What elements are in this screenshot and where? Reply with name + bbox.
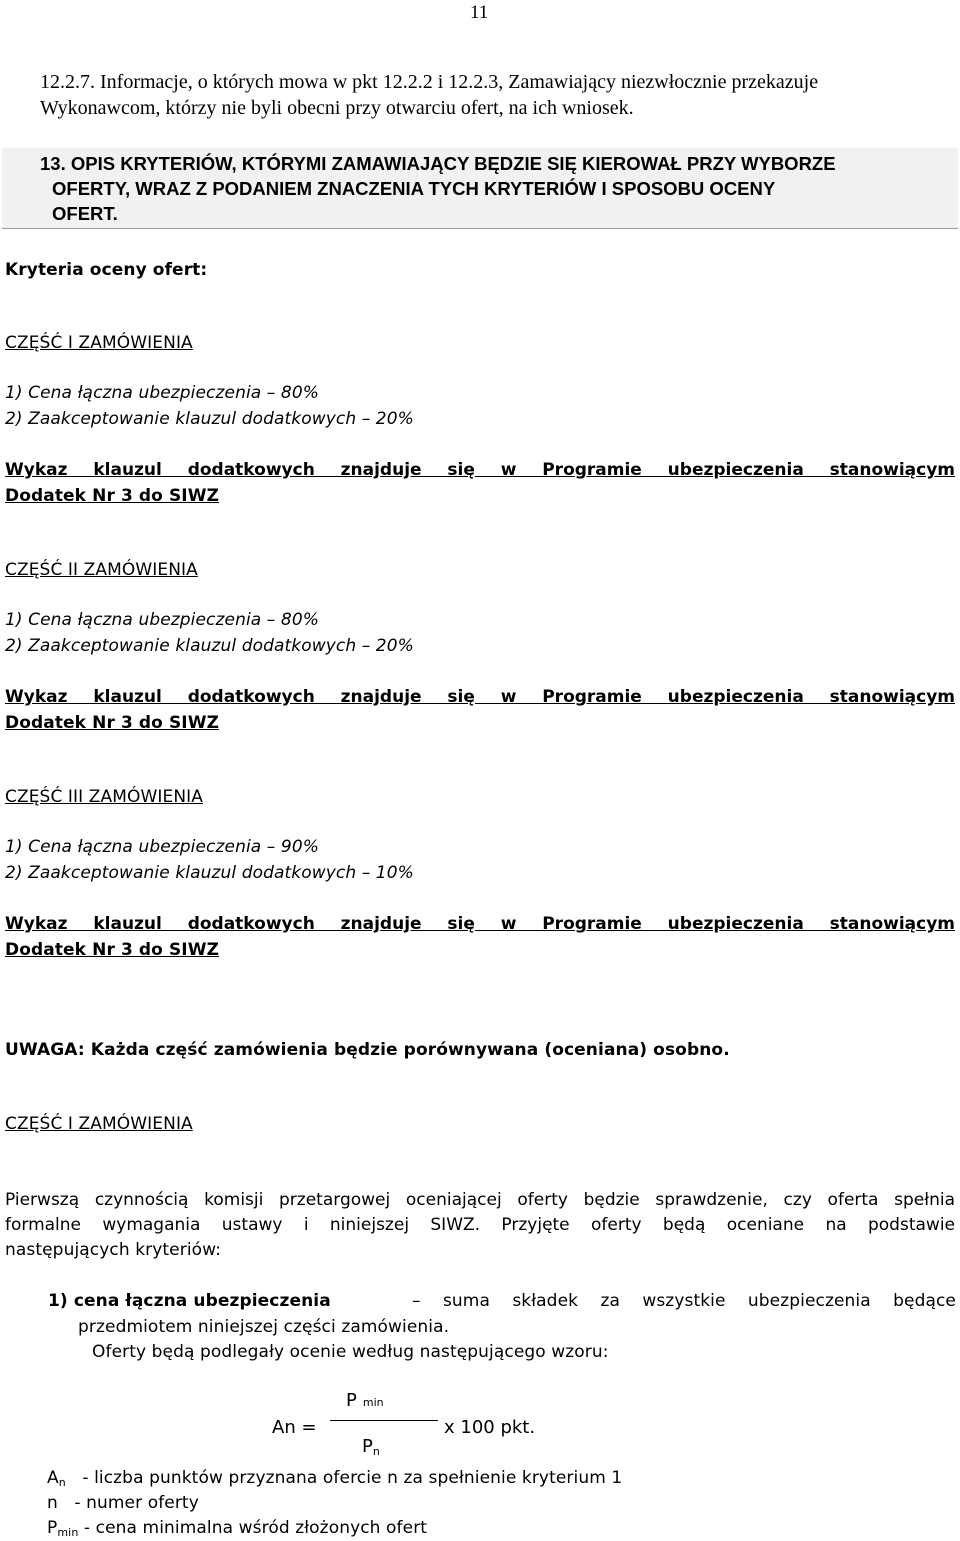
part-3-criterion-2: 2) Zaakceptowanie klauzul dodatkowych – 10% — [5, 863, 414, 883]
legend-n: n - numer oferty — [47, 1493, 199, 1513]
criterion-1-formula-intro: Oferty będą podlegały ocenie według następującego wzoru: — [92, 1342, 609, 1362]
part-2-note-line1: Wykaz klauzul dodatkowych znajduje się w Programie ubezpieczenia stanowiącym — [5, 687, 955, 707]
uwaga-note: UWAGA: Każda część zamówienia będzie porównywana (oceniana) osobno. — [5, 1040, 730, 1060]
part-1-criterion-2: 2) Zaakceptowanie klauzul dodatkowych – 20% — [5, 409, 414, 429]
criterion-1-text-line2: przedmiotem niniejszej części zamówienia. — [78, 1317, 450, 1337]
part-3-note-line1: Wykaz klauzul dodatkowych znajduje się w Programie ubezpieczenia stanowiącym — [5, 914, 955, 934]
part-1-title: CZĘŚĆ I ZAMÓWIENIA — [5, 333, 193, 353]
criterion-1-text-line1: – suma składek za wszystkie ubezpieczenia będące — [412, 1291, 956, 1311]
intro-line1: Pierwszą czynnością komisji przetargowej oceniającej oferty będzie sprawdzenie, czy oferta spełnia — [5, 1190, 955, 1210]
intro-line2: formalne wymagania ustawy i niniejszej SIWZ. Przyjęte oferty będą oceniane na podstawie — [5, 1215, 955, 1235]
legend-an: $A_n$ - liczba punktów przyznana ofercie n za spełnienie kryterium 1 — [47, 1468, 623, 1489]
section-13-heading-line3: OFERT. — [52, 203, 118, 224]
part-2-note-line2: Dodatek Nr 3 do SIWZ — [5, 713, 220, 733]
formula-numerator: Pmin — [346, 1390, 384, 1411]
part-1-note-line2: Dodatek Nr 3 do SIWZ — [5, 486, 220, 506]
formula-lhs: An = — [272, 1417, 317, 1438]
part-1-repeat-title: CZĘŚĆ I ZAMÓWIENIA — [5, 1114, 193, 1134]
formula-multiplier: x 100 pkt. — [444, 1417, 536, 1438]
part-3-note-line2: Dodatek Nr 3 do SIWZ — [5, 940, 220, 960]
item-12-2-7-line2: Wykonawcom, którzy nie byli obecni przy otwarciu ofert, na ich wniosek. — [40, 97, 634, 119]
part-2-criterion-2: 2) Zaakceptowanie klauzul dodatkowych – 20% — [5, 636, 414, 656]
legend-pmin: $P_{min}$ - cena minimalna wśród złożonych ofert — [47, 1518, 428, 1539]
formula-denominator: $P_n$ — [362, 1436, 380, 1458]
part-1-note-line1: Wykaz klauzul dodatkowych znajduje się w Programie ubezpieczenia stanowiącym — [5, 460, 955, 480]
criterion-1-label: 1) cena łączna ubezpieczenia — [48, 1291, 331, 1311]
part-2-criterion-1: 1) Cena łączna ubezpieczenia – 80% — [5, 610, 319, 630]
part-3-criterion-1: 1) Cena łączna ubezpieczenia – 90% — [5, 837, 319, 857]
part-3-title: CZĘŚĆ III ZAMÓWIENIA — [5, 787, 204, 807]
part-1-criterion-1: 1) Cena łączna ubezpieczenia – 80% — [5, 383, 319, 403]
section-13-heading-line1: 13. OPIS KRYTERIÓW, KTÓRYMI ZAMAWIAJĄCY BĘDZIE SIĘ KIEROWAŁ PRZY WYBORZE — [40, 153, 836, 174]
page-number: 11 — [470, 2, 489, 23]
formula-fraction-line — [330, 1420, 438, 1421]
item-12-2-7-line1: 12.2.7. Informacje, o których mowa w pkt 12.2.2 i 12.2.3, Zamawiający niezwłocznie przekazuje — [40, 71, 819, 93]
part-2-title: CZĘŚĆ II ZAMÓWIENIA — [5, 560, 198, 580]
intro-line3: następujących kryteriów: — [5, 1240, 222, 1260]
criteria-heading: Kryteria oceny ofert: — [5, 260, 208, 280]
section-13-heading-line2: OFERTY, WRAZ Z PODANIEM ZNACZENIA TYCH KRYTERIÓW I SPOSOBU OCENY — [52, 178, 776, 199]
